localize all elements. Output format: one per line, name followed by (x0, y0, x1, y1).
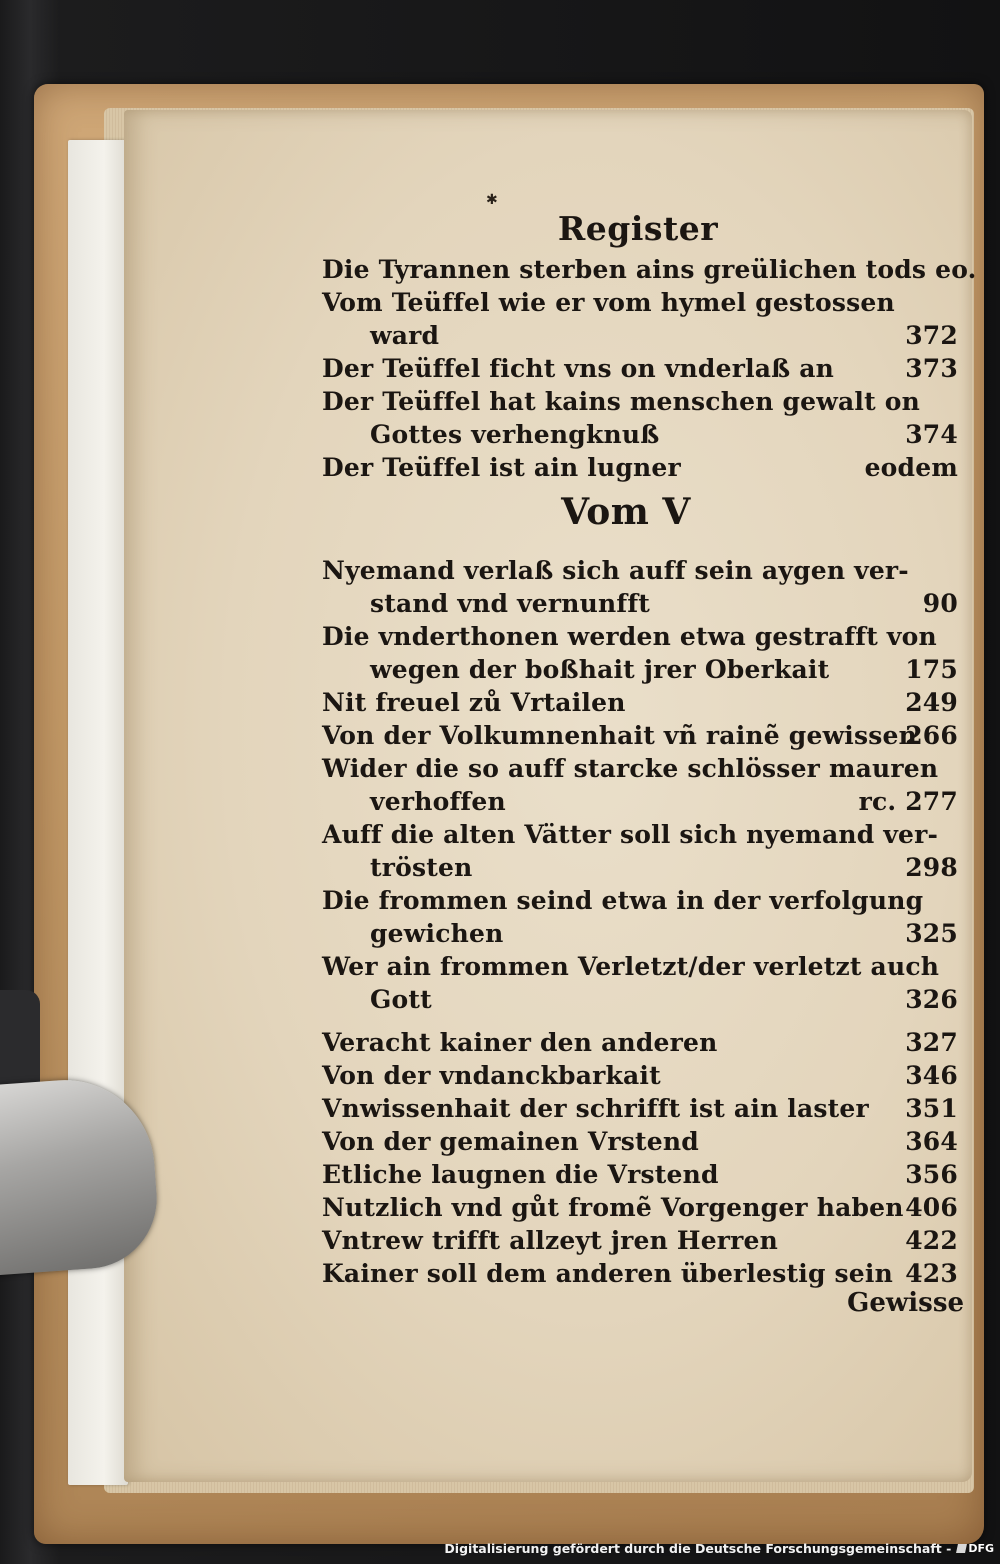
entry-text: Die frommen seind etwa in der verfolgung (322, 886, 924, 915)
register-entry (322, 1125, 964, 1158)
register-entry (322, 719, 964, 752)
page-number: 374 (905, 420, 958, 449)
register-entry (322, 1224, 964, 1257)
register-entry (322, 1158, 964, 1191)
page-number: 327 (905, 1028, 958, 1057)
entry-text: Die Tyrannen sterben ains greülichen tods eo. (322, 255, 977, 284)
entries-v-single (322, 1026, 964, 1290)
entry-continuation: wegen der boßhait jrer Oberkait (370, 655, 830, 684)
register-entry (322, 752, 964, 818)
catchword: Gewisse (847, 1288, 964, 1318)
entry-continuation: ward (370, 321, 440, 350)
page-number: 372 (905, 321, 958, 350)
entry-text: Die vnderthonen werden etwa gestrafft von (322, 622, 937, 651)
entry-text: Der Teüffel hat kains menschen gewalt on (322, 387, 920, 416)
register-text (322, 209, 977, 1318)
register-entry (322, 950, 964, 1016)
entry-continuation: stand vnd vernunfft (370, 589, 651, 618)
entry-text: Nit freuel zů Vrtailen (322, 688, 626, 717)
register-entry (322, 253, 977, 286)
register-entry (322, 1026, 964, 1059)
entry-continuation: verhoffen (370, 787, 506, 816)
page-number: 266 (905, 721, 958, 750)
register-entry (322, 352, 964, 385)
page-number: 90 (922, 589, 958, 618)
printer-mark-icon: ✱ (486, 192, 498, 208)
page-number: 298 (905, 853, 958, 882)
entries-teuffel (322, 253, 977, 484)
page-number: 422 (905, 1226, 958, 1255)
entry-text: Vom Teüffel wie er vom hymel gestossen (322, 288, 895, 317)
page-heading: Register (557, 209, 719, 248)
entry-text: Kainer soll dem anderen überlestig sein (322, 1259, 893, 1288)
register-entry (322, 884, 964, 950)
register-entry (322, 1257, 964, 1290)
dfg-logo-icon (957, 1542, 994, 1555)
register-entry (322, 818, 964, 884)
register-entry (322, 686, 964, 719)
entries-v-double (322, 554, 964, 1016)
page-number: 406 (905, 1193, 958, 1222)
page-number: 326 (905, 985, 958, 1014)
register-entry (322, 620, 964, 686)
entry-continuation: Gottes verhengknuß (370, 420, 660, 449)
entry-continuation: gewichen (370, 919, 504, 948)
page-number: 346 (905, 1061, 958, 1090)
entry-text: Wider die so auff starcke schlösser mauren (322, 754, 939, 783)
entry-continuation: Gott (370, 985, 432, 1014)
register-entry (322, 1092, 964, 1125)
page-number: 373 (905, 354, 958, 383)
page-number: 356 (905, 1160, 958, 1189)
register-entry (322, 385, 964, 451)
entry-text: Veracht kainer den anderen (322, 1028, 718, 1057)
entry-text: Nyemand verlaß sich auff sein aygen ver- (322, 556, 909, 585)
dfg-logo-text: DFG (968, 1541, 994, 1555)
flyleaf (68, 140, 128, 1485)
entry-text: Wer ain frommen Verletzt/der verletzt auch (322, 952, 940, 981)
entry-text: Auff die alten Vätter soll sich nyemand ver- (322, 820, 939, 849)
entry-text: Der Teüffel ficht vns on vnderlaß an (322, 354, 835, 383)
register-entry (322, 1191, 964, 1224)
register-entry (322, 451, 964, 484)
page-number: 325 (905, 919, 958, 948)
entry-text: Von der gemainen Vrstend (322, 1127, 699, 1156)
entry-text: Vnwissenhait der schrifft ist ain laster (322, 1094, 869, 1123)
register-entry (322, 286, 964, 352)
entry-text: Vntrew trifft allzeyt jren Herren (322, 1226, 779, 1255)
footer-text: Digitalisierung gefördert durch die Deutsche Forschungsgemeinschaft - (444, 1540, 952, 1556)
page-number: 175 (905, 655, 958, 684)
register-entry (322, 1059, 964, 1092)
page-number: rc. 277 (858, 787, 958, 816)
entry-text: Etliche laugnen die Vrstend (322, 1160, 719, 1189)
entry-continuation: trösten (370, 853, 473, 882)
register-entry (322, 554, 964, 620)
entry-text: Der Teüffel ist ain lugner (322, 453, 681, 482)
entry-text: Nutzlich vnd gůt fromẽ Vorgenger haben (322, 1193, 904, 1222)
entry-text: Von der Volkumnenhait vñ rainẽ gewissen (322, 721, 918, 750)
page-number: eodem (864, 453, 958, 482)
page-number: 249 (905, 688, 958, 717)
page-number: 423 (905, 1259, 958, 1288)
entry-text: Von der vndanckbarkait (322, 1061, 661, 1090)
digitization-footer (444, 1538, 994, 1558)
page-number: 351 (905, 1094, 958, 1123)
section-heading: Vom V (561, 491, 691, 533)
page-number: 364 (905, 1127, 958, 1156)
